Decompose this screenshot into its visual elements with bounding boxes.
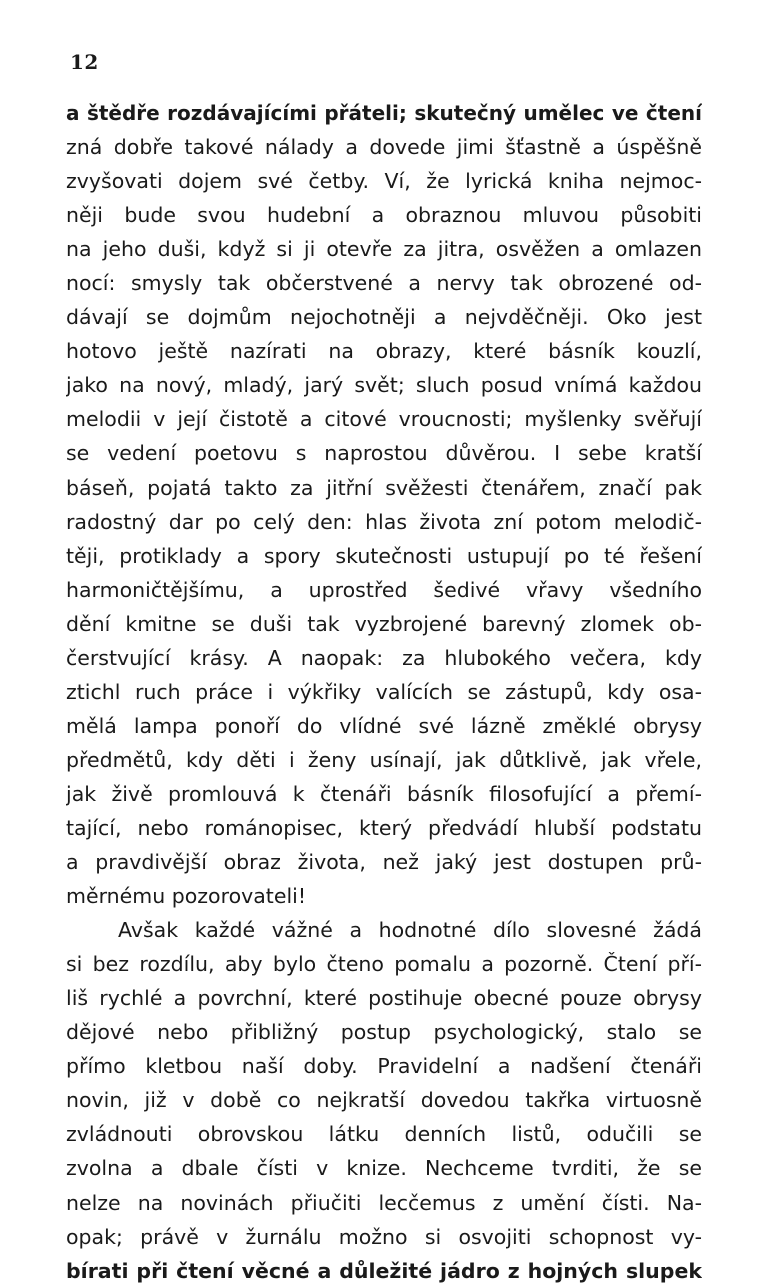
text-line: nelze na novinách přiučiti lecčemus z umění čísti. Na-	[66, 1190, 702, 1215]
text-line: nocí: smysly tak občerstvené a nervy tak obrozené od-	[66, 271, 702, 296]
body-text	[66, 96, 702, 1288]
text-line: zvolna a dbale čísti v knize. Nechceme tvrditi, že se	[66, 1156, 702, 1181]
text-line: a štědře rozdávajícími přáteli; skutečný umělec ve čtení	[66, 101, 702, 125]
text-line: zná dobře takové nálady a dovede jimi šťastně a úspěšně	[66, 135, 702, 160]
text-line: zvyšovati dojem své četby. Ví, že lyrická kniha nejmoc-	[66, 169, 702, 194]
text-line: těji, protiklady a spory skutečnosti ustupují po té řešení	[66, 543, 702, 568]
text-line: jak živě promlouvá k čtenáři básník filosofující a přemí-	[66, 781, 702, 806]
text-line: předmětů, kdy děti i ženy usínají, jak důtklivě, jak vřele,	[66, 747, 702, 772]
text-line: mělá lampa ponoří do vlídné své lázně změklé obrysy	[66, 713, 702, 738]
text-line: Avšak každé vážné a hodnotné dílo slovesné žádá	[118, 918, 702, 943]
text-line: přímo kletbou naší doby. Pravidelní a nadšení čtenáři	[66, 1054, 702, 1079]
text-line: bírati při čtení věcné a důležité jádro z hojných slupek	[66, 1258, 702, 1283]
text-line: harmoničtějšímu, a uprostřed šedivé vřavy všedního	[66, 577, 702, 602]
text-line: něji bude svou hudební a obraznou mluvou působiti	[66, 203, 702, 228]
text-line: dění kmitne se duši tak vyzbrojené barevný zlomek ob-	[66, 611, 702, 636]
text-line: zvládnouti obrovskou látku denních listů, odučili se	[66, 1122, 702, 1147]
text-line: tající, nebo románopisec, který předvádí hlubší podstatu	[66, 815, 702, 840]
text-line: hotovo ještě nazírati na obrazy, které básník kouzlí,	[66, 339, 702, 364]
text-line: se vedení poetovu s naprostou důvěrou. I sebe kratší	[66, 441, 702, 466]
text-line: opak; právě v žurnálu možno si osvojiti schopnost vy-	[66, 1224, 702, 1249]
text-line: jako na nový, mladý, jarý svět; sluch posud vnímá každou	[66, 373, 702, 398]
text-line: novin, již v době co nejkratší dovedou takřka virtuosně	[66, 1088, 702, 1113]
text-line: a pravdivější obraz života, než jaký jest dostupen prů-	[66, 850, 702, 875]
text-line: si bez rozdílu, aby bylo čteno pomalu a pozorně. Čtení pří-	[66, 952, 702, 977]
text-line: dávají se dojmům nejochotněji a nejvděčněji. Oko jest	[66, 305, 702, 330]
text-line: báseň, pojatá takto za jitřní svěžesti čtenářem, značí pak	[66, 475, 702, 500]
page-number: 12	[70, 50, 99, 74]
text-line: ztichl ruch práce i výkřiky valících se zástupů, kdy osa-	[66, 679, 702, 704]
text-line: na jeho duši, když si ji otevře za jitra, osvěžen a omlazen	[66, 237, 702, 262]
text-line: měrnému pozorovateli!	[66, 884, 307, 909]
text-line: liš rychlé a povrchní, které postihuje obecné pouze obrysy	[66, 986, 702, 1011]
text-line: radostný dar po celý den: hlas života zní potom melodič-	[66, 509, 702, 534]
text-line: čerstvující krásy. A naopak: za hlubokého večera, kdy	[66, 645, 702, 670]
text-line: melodii v její čistotě a citové vroucnosti; myšlenky svěřují	[66, 407, 702, 432]
text-line: dějové nebo přibližný postup psychologický, stalo se	[66, 1020, 702, 1045]
